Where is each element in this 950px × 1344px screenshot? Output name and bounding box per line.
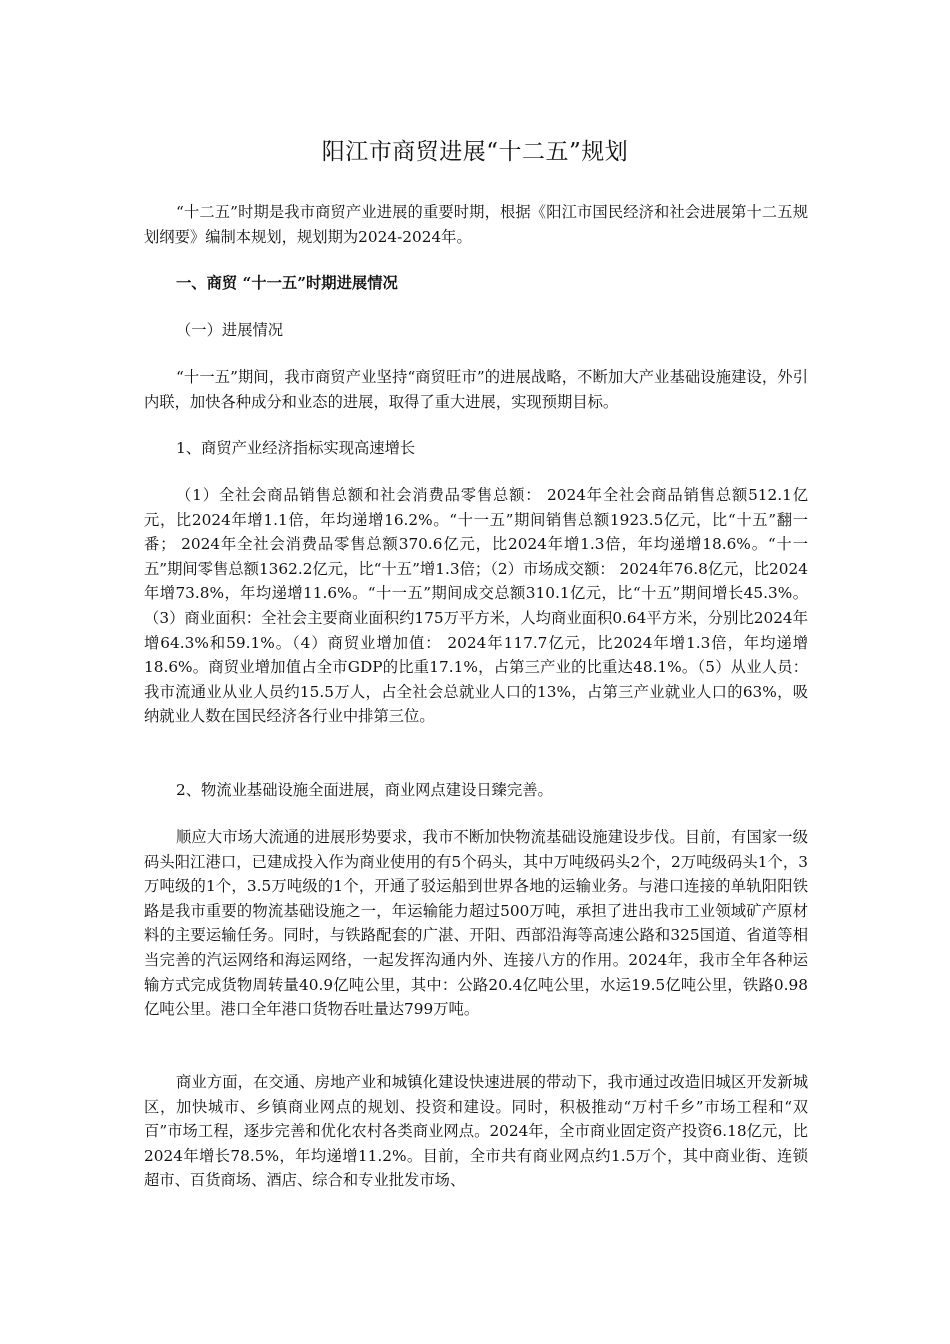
intro-paragraph: “十二五”时期是我市商贸产业进展的重要时期，根据《阳江市国民经济和社会进展第十二五规划纲要》编制本规划，规划期为2024-2024年。 [144, 203, 808, 246]
section-heading: 一、商贸 “十一五”时期进展情况 [176, 274, 398, 292]
subsection-heading: （一）进展情况 [176, 321, 284, 339]
document-title: 阳江市商贸进展“十二五”规划 [321, 139, 629, 165]
indicators-paragraph: （1）全社会商品销售总额和社会消费品零售总额： 2024年全社会商品销售总额512.1亿元，比2024年增1.1倍，年均递增16.2%。“十一五”期间销售总额1923.5亿元，比“十五”翻一番； 2024年全社会消费品零售总额370.6亿元，比2024年增1.3倍，年均递增18.6%。“十一五”期间零售总额1362.2亿元，比“十五”增1.3倍；（2）市场成交额： 2024年76.8亿元，比2024年增73.8%，年均递增11.6%。“十一五”期间成交总额310.1亿元，比“十五”期间增长45.3%。（3）商业面积：全社会主要商业面积约175万平方米，人均商业面积0.64平方米，分别比2024年增64.3%和59.1%。（4）商贸业增加值： 2024年117.7亿元，比2024年增1.3倍，年均递增18.6%。商贸业增加值占全市GDP的比重17.1%，占第三产业的比重达48.1%。（5）从业人员：我市流通业从业人员约15.5万人，占全社会总就业人口的13%，占第三产业就业人口的63%，吸纳就业人数在国民经济各行业中排第三位。 [144, 486, 808, 726]
commerce-paragraph: 商业方面，在交通、房地产业和城镇化建设快速进展的带动下，我市通过改造旧城区开发新城区，加快城市、乡镇商业网点的规划、投资和建设。同时，积极推动“万村千乡”市场工程和“双百”市场工程，逐步完善和优化农村各类商业网点。2024年，全市商业固定资产投资6.18亿元，比2024年增长78.5%，年均递增11.2%。目前，全市共有商业网点约1.5万个，其中商业街、连锁超市、百货商场、酒店、综合和专业批发市场、 [144, 1073, 808, 1190]
item-heading-1: 1、商贸产业经济指标实现高速增长 [176, 439, 416, 457]
logistics-paragraph: 顺应大市场大流通的进展形势要求，我市不断加快物流基础设施建设步伐。目前，有国家一级码头阳江港口，已建成投入作为商业使用的有5个码头，其中万吨级码头2个，2万吨级码头1个，3万吨级的1个，3.5万吨级的1个，开通了驳运船到世界各地的运输业务。与港口连接的单轨阳阳铁路是我市重要的物流基础设施之一，年运输能力超过500万吨，承担了进出我市工业领域矿产原材料的主要运输任务。同时，与铁路配套的广湛、开阳、西部沿海等高速公路和325国道、省道等相当完善的汽运网络和海运网络，一起发挥沟通内外、连接八方的作用。2024年，我市全年各种运输方式完成货物周转量40.9亿吨公里，其中：公路20.4亿吨公里，水运19.5亿吨公里，铁路0.98亿吨公里。港口全年港口货物吞吐量达799万吨。 [144, 828, 808, 1019]
overview-paragraph: “十一五”期间，我市商贸产业坚持“商贸旺市”的进展战略，不断加大产业基础设施建设，外引内联，加快各种成分和业态的进展，取得了重大进展，实现预期目标。 [144, 368, 808, 411]
item-heading-2: 2、物流业基础设施全面进展，商业网点建设日臻完善。 [176, 781, 553, 799]
